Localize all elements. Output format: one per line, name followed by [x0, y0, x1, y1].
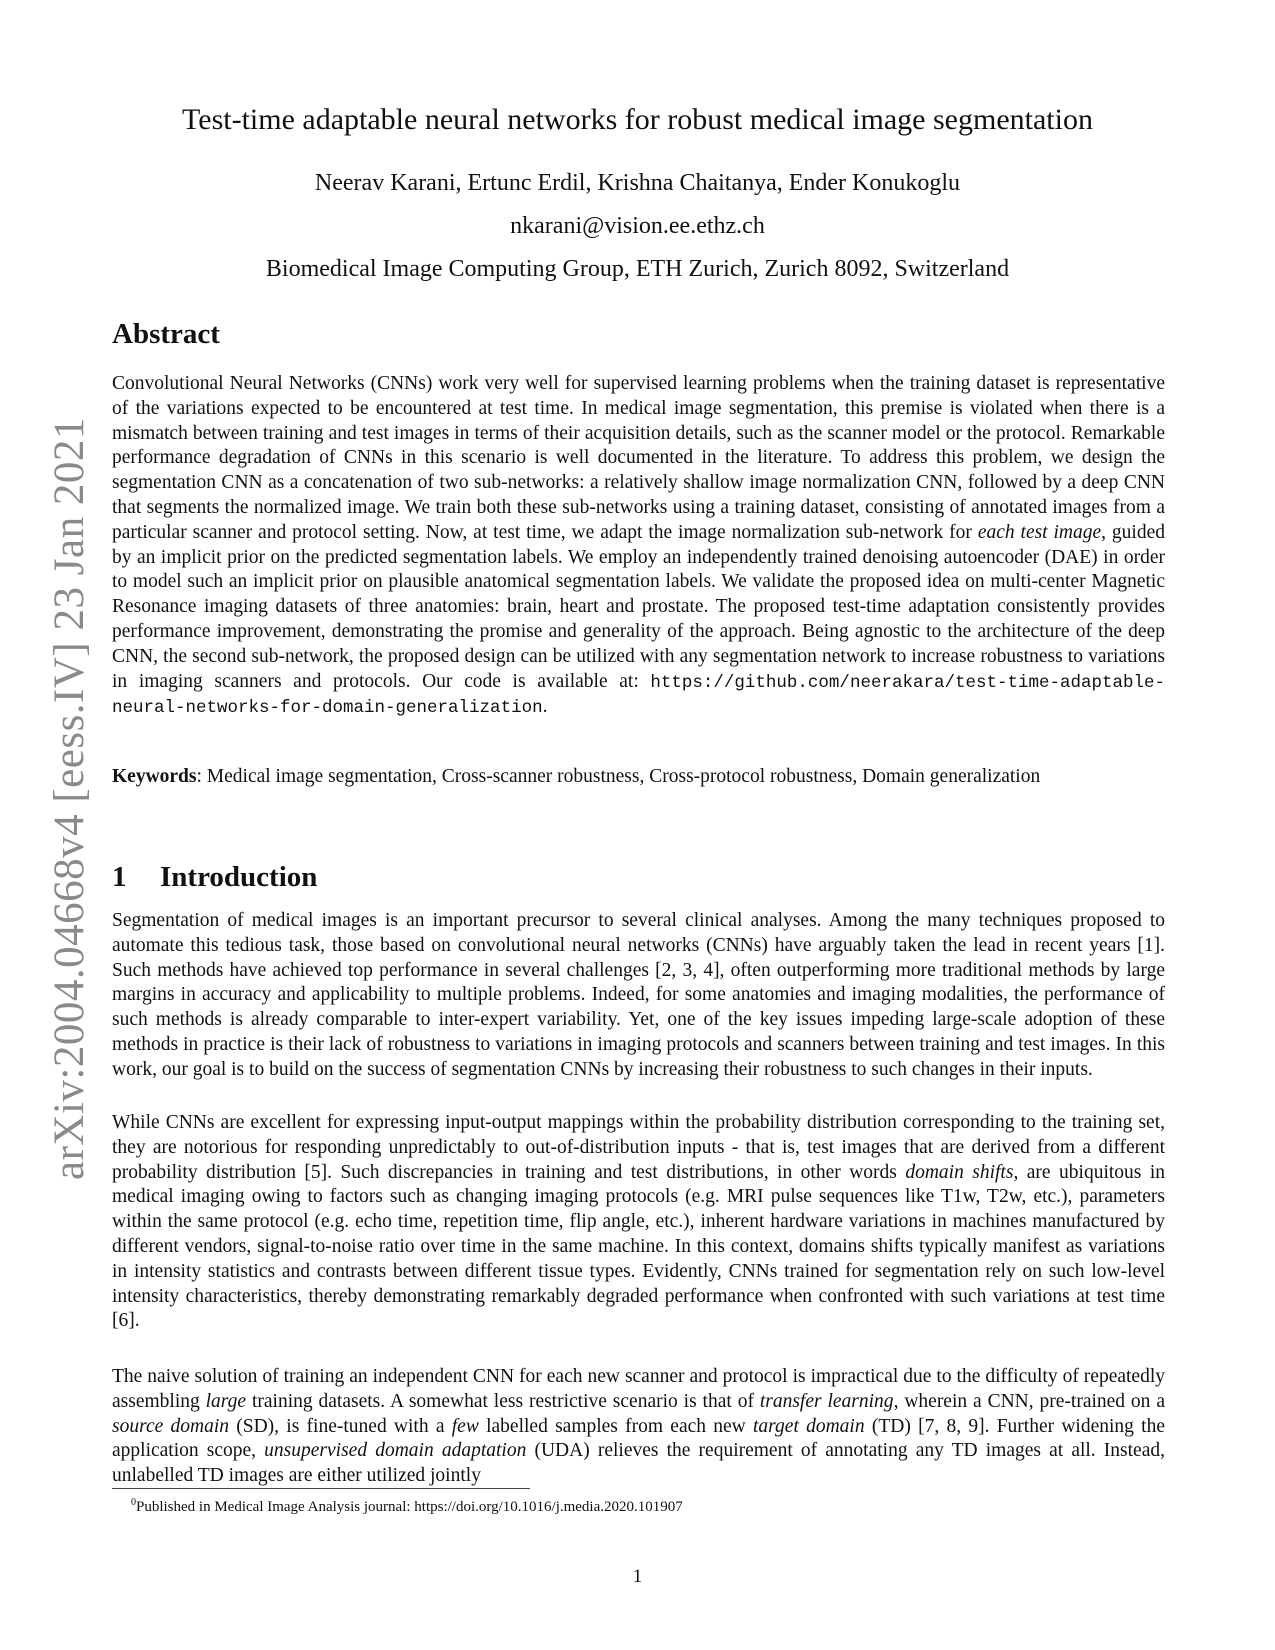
intro-p2-emphasis: domain shifts — [905, 1161, 1014, 1183]
intro-paragraph-3 — [112, 1365, 1165, 1489]
keywords-text: : Medical image segmentation, Cross-scanner robustness, Cross-protocol robustness, Domain generalization — [196, 766, 1041, 787]
paper-title: Test-time adaptable neural networks for robust medical image segmentation — [182, 103, 1093, 136]
footnote-rule — [112, 1488, 530, 1489]
abstract-text — [112, 372, 1165, 721]
keywords-line — [112, 765, 1165, 790]
intro-p3-emphasis-4: few — [451, 1415, 479, 1437]
intro-p3-text-d: (SD), is fine-tuned with a — [229, 1415, 452, 1437]
abstract-emphasis: each test image — [977, 521, 1102, 543]
footnote-mark: 0 — [131, 1497, 136, 1508]
intro-p3-text-c: , wherein a CNN, pre-trained on a — [893, 1390, 1165, 1412]
arxiv-sidebar-stamp: arXiv:2004.04668v4 [eess.IV] 23 Jan 2021 — [46, 417, 93, 1180]
abstract-heading: Abstract — [112, 318, 220, 350]
abstract-text-part2: , guided by an implicit prior on the predicted segmentation labels. We employ an independently trained denoising autoencoder (DAE) in order to model such an implicit prior on plausible anatomical segmentation labels. We validate the proposed idea on multi-center Magnetic Resonance imaging datasets of three anatomies: brain, heart and prostate. The proposed test-time adaptation consistently provides performance improvement, demonstrating the promise and generality of the approach. Being agnostic to the architecture of the deep CNN, the second sub-network, the proposed design can be utilized with any segmentation network to increase robustness to variations in imaging scanners and protocols. Our code is available at: — [112, 521, 1166, 692]
intro-p3-text-f: (TD) [7, 8, 9]. Further widening the application scope, — [112, 1415, 1165, 1462]
intro-paragraph-1: Segmentation of medical images is an important precursor to several clinical analyses. Among the many techniques proposed to automate this tedious task, those based on convolutional neural networks (CNNs) have arguably taken the lead in recent years [1]. Such methods have achieved top performance in several challenges [2, 3, 4], often outperforming more traditional methods by large margins in accuracy and applicability to multiple problems. Indeed, for some anatomies and imaging modalities, the performance of such methods is already comparable to inter-expert variability. Yet, one of the key issues impeding large-scale adoption of these methods in practice is their lack of robustness to variations in imaging protocols and scanners between training and test images. In this work, our goal is to build on the success of segmentation CNNs by increasing their robustness to such changes in their inputs. — [112, 910, 1165, 1080]
intro-p3-emphasis-3: source domain — [112, 1415, 230, 1437]
intro-p3-emphasis-5: target domain — [753, 1415, 865, 1437]
page-number: 1 — [632, 1566, 643, 1587]
abstract-end-period: . — [542, 696, 548, 718]
introduction-heading — [112, 861, 317, 894]
footnote-text: Published in Medical Image Analysis journal: https://doi.org/10.1016/j.media.2020.101907 — [136, 1499, 683, 1515]
intro-paragraph-2 — [112, 1111, 1165, 1334]
intro-p3-emphasis-6: unsupervised domain adaptation — [264, 1440, 527, 1462]
author-list: Neerav Karani, Ertunc Erdil, Krishna Chaitanya, Ender Konukoglu — [314, 170, 961, 196]
section-number: 1 — [112, 861, 127, 893]
keywords-label: Keywords — [112, 766, 197, 787]
intro-p2-text-b: , are ubiquitous in medical imaging owing to factors such as changing imaging protocols (e.g. MRI pulse sequences like T1w, T2w, etc.), parameters within the same protocol (e.g. echo time, repetition time, flip angle, etc.), inherent hardware variations in machines manufactured by different vendors, signal-to-noise ratio over time in the same machine. In this context, domains shifts typically manifest as variations in intensity statistics and contrasts between different tissue types. Evidently, CNNs trained for segmentation rely on such low-level intensity characteristics, thereby demonstrating remarkably degraded performance when confronted with such variations at test time [6]. — [112, 1161, 1165, 1332]
abstract-text-part1: Convolutional Neural Networks (CNNs) work very well for supervised learning problems when the training dataset is representative of the variations expected to be encountered at test time. In medical image segmentation, this premise is violated when there is a mismatch between training and test images in terms of their acquisition details, such as the scanner model or the protocol. Remarkable performance degradation of CNNs in this scenario is well documented in the literature. To address this problem, we design the segmentation CNN as a concatenation of two sub-networks: a relatively shallow image normalization CNN, followed by a deep CNN that segments the normalized image. We train both these sub-networks using a training dataset, consisting of annotated images from a particular scanner and protocol setting. Now, at test time, we adapt the image normalization sub-network for — [112, 373, 1165, 543]
footnote — [131, 1497, 683, 1516]
section-title: Introduction — [160, 861, 318, 893]
affiliation: Biomedical Image Computing Group, ETH Zurich, Zurich 8092, Switzerland — [265, 256, 1010, 282]
intro-p3-text-b: training datasets. A somewhat less restrictive scenario is that of — [246, 1390, 760, 1412]
intro-p3-text-a: The naive solution of training an independent CNN for each new scanner and protocol is impractical due to the difficulty of repeatedly assembling — [112, 1366, 1165, 1412]
intro-p3-text-e: labelled samples from each new — [478, 1415, 753, 1437]
intro-p2-text-a: While CNNs are excellent for expressing input-output mappings within the probability distribution corresponding to the training set, they are notorious for responding unpredictably to out-of-distribution inputs - that is, test images that are derived from a different probability distribution [5]. Such discrepancies in training and test distributions, in other words — [112, 1112, 1165, 1183]
intro-p3-emphasis-1: large — [205, 1390, 247, 1412]
author-email: nkarani@vision.ee.ethz.ch — [510, 213, 765, 239]
intro-p3-emphasis-2: transfer learning — [759, 1390, 894, 1412]
code-url-link[interactable]: https://github.com/neerakara/test-time-adaptable-neural-networks-for-domain-generalization — [112, 672, 1165, 719]
intro-p3-text-g: (UDA) relieves the requirement of annotating any TD images at all. Instead, unlabelled TD images are either utilized jointly — [112, 1440, 1165, 1487]
